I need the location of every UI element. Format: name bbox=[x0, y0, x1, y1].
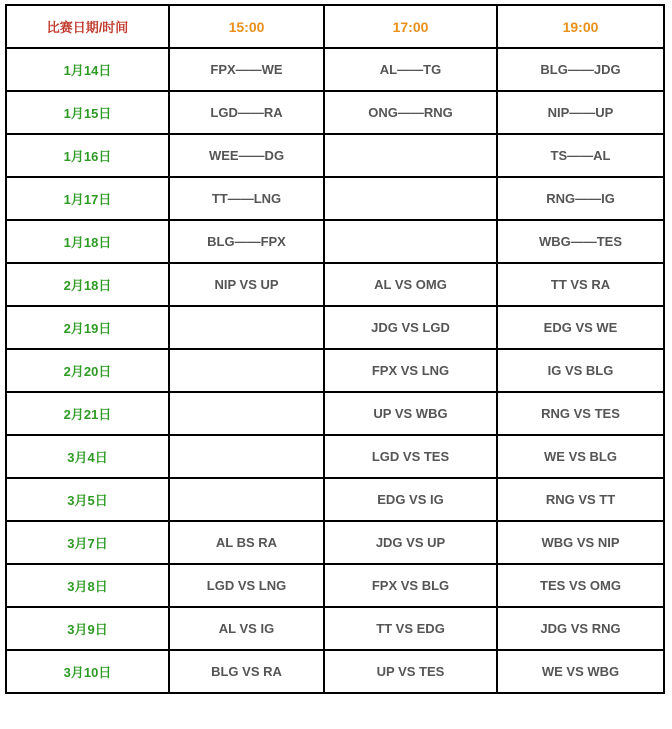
match-cell: JDG VS RNG bbox=[497, 607, 664, 650]
match-cell: FPX VS LNG bbox=[324, 349, 497, 392]
match-cell: RNG VS TES bbox=[497, 392, 664, 435]
match-date-cell: 3月4日 bbox=[6, 435, 169, 478]
match-cell: IG VS BLG bbox=[497, 349, 664, 392]
match-cell: BLG——FPX bbox=[169, 220, 324, 263]
empty-match-cell bbox=[169, 306, 324, 349]
match-date-cell: 2月19日 bbox=[6, 306, 169, 349]
match-cell: FPX VS BLG bbox=[324, 564, 497, 607]
schedule-body bbox=[6, 5, 664, 693]
empty-match-cell bbox=[169, 435, 324, 478]
match-schedule-table bbox=[5, 4, 665, 694]
schedule-row bbox=[6, 435, 664, 478]
match-cell: TT——LNG bbox=[169, 177, 324, 220]
schedule-row bbox=[6, 392, 664, 435]
empty-match-cell bbox=[169, 392, 324, 435]
match-cell: WE VS WBG bbox=[497, 650, 664, 693]
match-cell: NIP VS UP bbox=[169, 263, 324, 306]
match-date-cell: 1月16日 bbox=[6, 134, 169, 177]
match-date-cell: 3月8日 bbox=[6, 564, 169, 607]
match-cell: JDG VS UP bbox=[324, 521, 497, 564]
match-cell: BLG——JDG bbox=[497, 48, 664, 91]
schedule-row bbox=[6, 478, 664, 521]
match-cell: TES VS OMG bbox=[497, 564, 664, 607]
match-cell: NIP——UP bbox=[497, 91, 664, 134]
match-cell: LGD VS LNG bbox=[169, 564, 324, 607]
match-date-cell: 1月17日 bbox=[6, 177, 169, 220]
header-time-1500: 15:00 bbox=[169, 5, 324, 48]
match-cell: LGD VS TES bbox=[324, 435, 497, 478]
match-date-cell: 1月18日 bbox=[6, 220, 169, 263]
match-cell: AL BS RA bbox=[169, 521, 324, 564]
empty-match-cell bbox=[324, 134, 497, 177]
match-cell: TS——AL bbox=[497, 134, 664, 177]
match-cell: RNG VS TT bbox=[497, 478, 664, 521]
match-cell: ONG——RNG bbox=[324, 91, 497, 134]
match-date-cell: 3月5日 bbox=[6, 478, 169, 521]
match-cell: EDG VS IG bbox=[324, 478, 497, 521]
match-date-cell: 2月18日 bbox=[6, 263, 169, 306]
match-cell: RNG——IG bbox=[497, 177, 664, 220]
schedule-row bbox=[6, 521, 664, 564]
match-cell: UP VS TES bbox=[324, 650, 497, 693]
header-date-time-label: 比赛日期/时间 bbox=[6, 5, 169, 48]
schedule-row bbox=[6, 91, 664, 134]
empty-match-cell bbox=[169, 478, 324, 521]
match-cell: AL——TG bbox=[324, 48, 497, 91]
match-date-cell: 3月9日 bbox=[6, 607, 169, 650]
match-date-cell: 3月10日 bbox=[6, 650, 169, 693]
schedule-row bbox=[6, 650, 664, 693]
match-cell: UP VS WBG bbox=[324, 392, 497, 435]
match-cell: TT VS RA bbox=[497, 263, 664, 306]
match-cell: WBG——TES bbox=[497, 220, 664, 263]
schedule-row bbox=[6, 134, 664, 177]
empty-match-cell bbox=[169, 349, 324, 392]
empty-match-cell bbox=[324, 220, 497, 263]
schedule-row bbox=[6, 48, 664, 91]
schedule-row bbox=[6, 564, 664, 607]
match-cell: EDG VS WE bbox=[497, 306, 664, 349]
schedule-row bbox=[6, 220, 664, 263]
match-cell: TT VS EDG bbox=[324, 607, 497, 650]
match-date-cell: 1月15日 bbox=[6, 91, 169, 134]
schedule-row bbox=[6, 306, 664, 349]
schedule-row bbox=[6, 349, 664, 392]
header-row bbox=[6, 5, 664, 48]
match-cell: JDG VS LGD bbox=[324, 306, 497, 349]
header-time-1900: 19:00 bbox=[497, 5, 664, 48]
schedule-row bbox=[6, 607, 664, 650]
match-cell: LGD——RA bbox=[169, 91, 324, 134]
schedule-row bbox=[6, 177, 664, 220]
schedule-row bbox=[6, 263, 664, 306]
match-date-cell: 3月7日 bbox=[6, 521, 169, 564]
match-date-cell: 2月20日 bbox=[6, 349, 169, 392]
match-cell: FPX——WE bbox=[169, 48, 324, 91]
empty-match-cell bbox=[324, 177, 497, 220]
match-cell: AL VS IG bbox=[169, 607, 324, 650]
match-cell: WEE——DG bbox=[169, 134, 324, 177]
match-cell: WBG VS NIP bbox=[497, 521, 664, 564]
match-date-cell: 1月14日 bbox=[6, 48, 169, 91]
header-time-1700: 17:00 bbox=[324, 5, 497, 48]
match-date-cell: 2月21日 bbox=[6, 392, 169, 435]
match-cell: WE VS BLG bbox=[497, 435, 664, 478]
match-cell: AL VS OMG bbox=[324, 263, 497, 306]
match-cell: BLG VS RA bbox=[169, 650, 324, 693]
